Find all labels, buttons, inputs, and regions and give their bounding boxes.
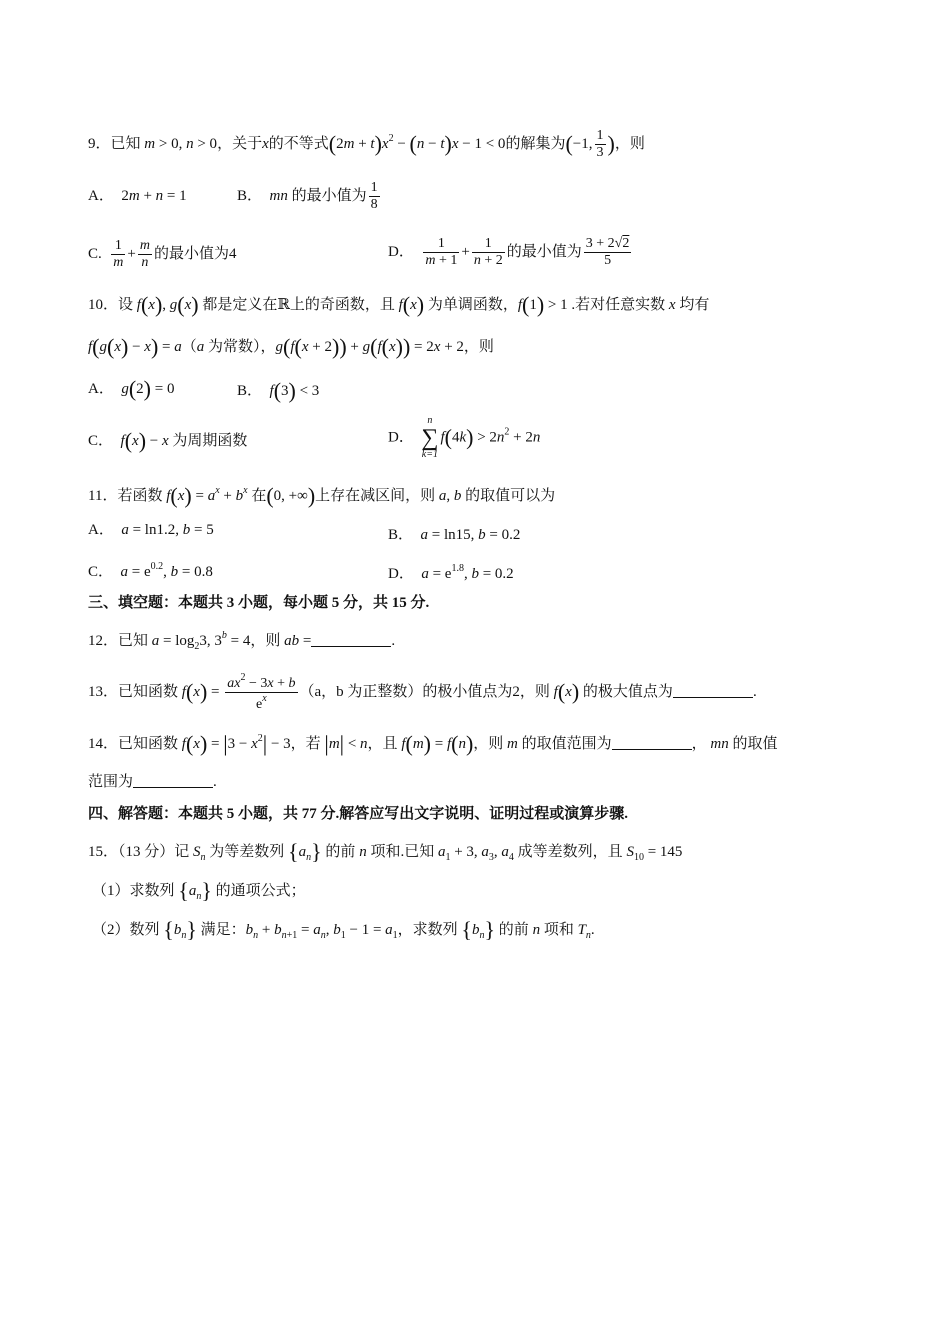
q14-stem-line1: 14．已知函数 $f(x) = |3 - x^2| - 3$，若 |m| < n，且 f(m) = f(n)，则 m 的取值范围为 ， mn 的取值 xyxy=(88,731,778,756)
q12-number: 12． xyxy=(88,633,119,649)
section-4-heading: 四、解答题：本题共 5 小题，共 77 分.解答应写出文字说明、证明过程或演算步骤. xyxy=(88,806,629,822)
q9-option-d: D． $\frac{1}{m + 1}$ + $\frac{1}{n + 2}$ 的最小值为 $\frac{3 + 2√2}{5}$ xyxy=(388,236,630,269)
q10-stem-line1: 10．设 f(x), g(x) 都是定义在ℝ上的奇函数，且 f(x) 为单调函数，f(1) > 1 .若对任意实数 x 均有 xyxy=(88,292,710,317)
q10-stem-line2: f(g(x) − x) = a（a 为常数），g(f(x + 2)) + g(f(x)) = 2x + 2，则 xyxy=(88,334,494,359)
q15-part-1: （1）求数列 $\{a_n\}$ 的通项公式； xyxy=(92,878,306,903)
q15-part-2: （2）数列 $\{b_n\}$ 满足：$b_n + b_{n+1} = a_n$, $b_1 - 1 = a_1$，求数列 $\{b_n\}$ 的前 n 项和 $T_n$. xyxy=(92,917,595,942)
section-3-heading: 三、填空题：本题共 3 小题，每小题 5 分，共 15 分. xyxy=(88,595,430,611)
q14-answer-blank-1[interactable] xyxy=(612,737,692,750)
q11-option-c: C． $a = e^{0.2}$, b = 0.8 xyxy=(88,561,213,580)
q9-option-b: B． mn 的最小值为 $\frac{1}{8}$ xyxy=(237,180,378,213)
q12-stem: 12．已知 $a = \log_23$, $3^b = 4$，则 ab = . xyxy=(88,630,396,652)
q11-option-a: A． a = ln1.2, b = 5 xyxy=(88,522,214,538)
q10-option-b: B． f(3) < 3 xyxy=(237,378,320,403)
q10-option-d: D． n ∑ k=1 $f(4k) > 2n^2 + 2n$ xyxy=(388,415,541,460)
q11-number: 11． xyxy=(88,488,118,504)
q15-number: 15． xyxy=(88,844,119,860)
q14-answer-blank-2[interactable] xyxy=(133,775,213,788)
q11-option-d: D． $a = e^{1.8}$, b = 0.2 xyxy=(388,563,514,582)
q9-stem: 9．已知 m > 0, n > 0，关于x的不等式$(2m + t)x^2 - (n - t)x - 1 < 0$的解集为(−1, $\frac{1}{3}$ )，则 xyxy=(88,128,645,161)
q11-stem: 11．若函数 $f(x) = a^x + b^x$ 在(0, +∞)上存在减区间，则 a, b 的取值可以为 xyxy=(88,483,556,508)
q10-number: 10． xyxy=(88,297,119,313)
q14-stem-line2: 范围为 . xyxy=(88,774,217,790)
q15-stem: 15．（13 分）记 $S_n$ 为等差数列 $\{a_n\}$ 的前 n 项和.已知 $a_1 + 3$, $a_3$, $a_4$ 成等差数列，且 $S_{10} = 145$ xyxy=(88,839,683,864)
q9-number: 9． xyxy=(88,136,111,153)
q13-stem: 13．已知函数 f(x) = $\frac{ax^2 - 3x + b}{e^x}$ （a，b 为正整数）的极小值点为2，则 f(x) 的极大值点为 . xyxy=(88,672,757,713)
q9-option-c: C. $\frac{1}{m}$ + $\frac{m}{n}$ 的最小值为4 xyxy=(88,238,237,271)
q9-option-a: A． 2m + n = 1 xyxy=(88,188,187,204)
q12-answer-blank[interactable] xyxy=(311,634,391,647)
q14-number: 14． xyxy=(88,736,119,752)
q10-option-c: C． f(x) − x 为周期函数 xyxy=(88,428,248,453)
q10-option-a: A． g(2) = 0 xyxy=(88,376,175,401)
q13-answer-blank[interactable] xyxy=(673,685,753,698)
q11-option-b: B． a = ln15, b = 0.2 xyxy=(388,527,521,543)
q13-number: 13． xyxy=(88,684,119,701)
